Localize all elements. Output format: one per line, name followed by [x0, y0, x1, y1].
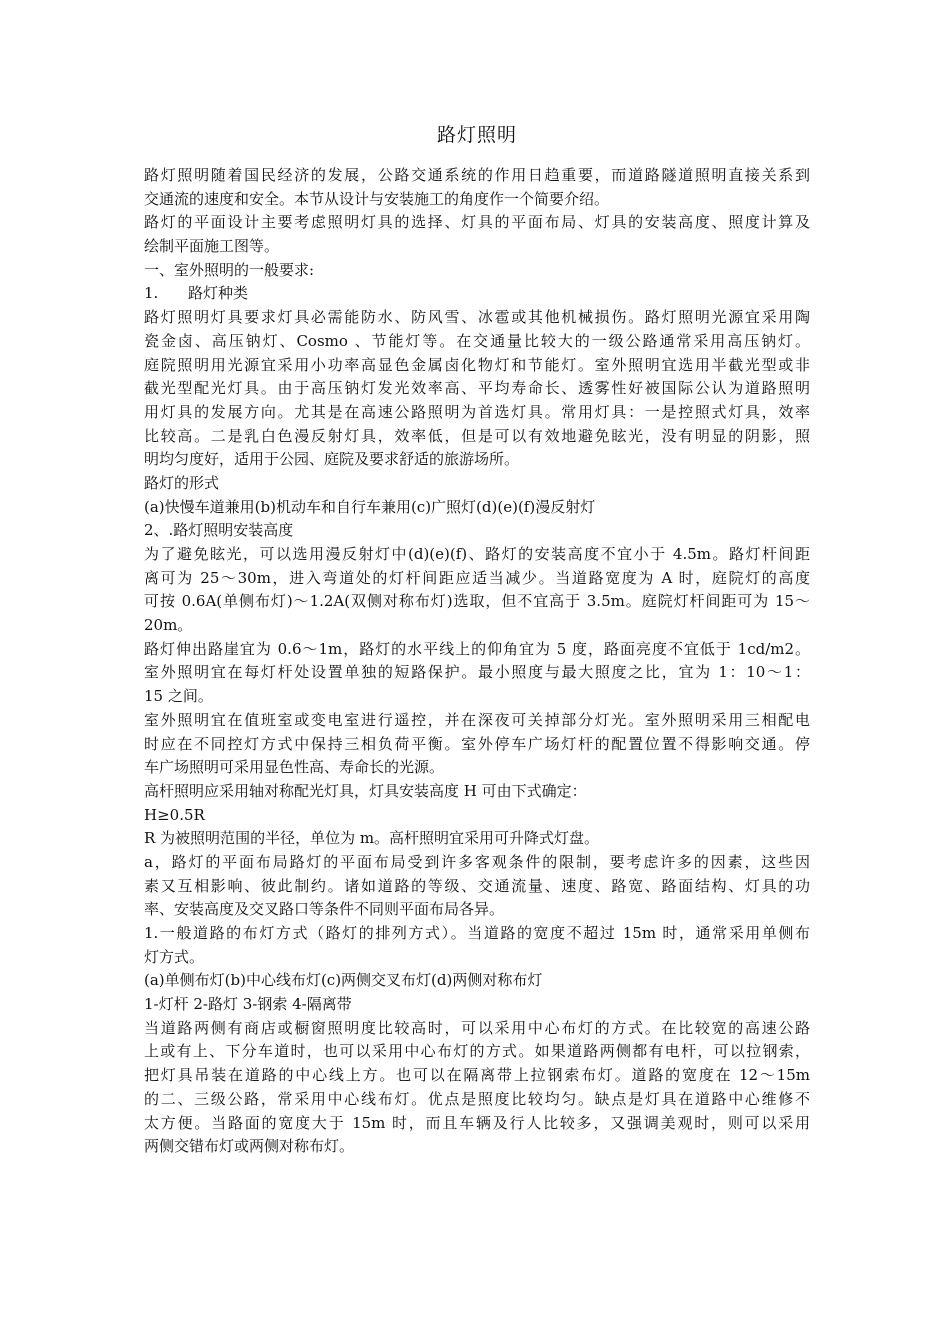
paragraph [144, 472, 810, 496]
text-line: 灯方式。 [144, 947, 205, 966]
text-line: 一、室外照明的一般要求: [144, 260, 315, 279]
paragraph [144, 496, 810, 520]
text-line: 明均匀度好，适用于公园、庭院及要求舒适的旅游场所。 [144, 450, 520, 469]
paragraph [144, 543, 810, 638]
paragraph [144, 1017, 810, 1159]
text-line: 庭院照明用光源宜采用小功率高显色金属卤化物灯和节能灯。室外照明宜选用半截光型或非 [144, 355, 810, 374]
text-line: 时应在不同控灯方式中保持三相负荷平衡。室外停车广场灯杆的配置位置不得影响交通。停 [144, 734, 810, 753]
paragraph [144, 827, 810, 851]
text-line: 1.一般道路的布灯方式（路灯的排列方式）。当道路的宽度不超过 15m 时，通常采用单侧布 [144, 924, 810, 942]
paragraph [144, 306, 810, 472]
paragraph [144, 993, 810, 1017]
text-line: 用灯具的发展方向。尤其是在高速公路照明为首选灯具。常用灯具：一是控照式灯具，效率 [144, 402, 810, 421]
text-line: 路灯伸出路崖宜为 0.6～1m，路灯的水平线上的仰角宜为 5 度，路面亮度不宜低于 1cd/m2。 [144, 639, 810, 658]
paragraph [144, 164, 810, 211]
text-line: 当道路两侧有商店或橱窗照明度比较高时，可以采用中心布灯的方式。在比较宽的高速公路 [144, 1018, 810, 1037]
paragraph [144, 519, 810, 543]
text-line: 上或有上、下分车道时，也可以采用中心布灯的方式。如果道路两侧都有电杆，可以拉钢索， [144, 1042, 810, 1061]
text-line: R 为被照明范围的半径，单位为 m。高杆照明宜采用可升降式灯盘。 [144, 829, 600, 848]
heading-number: 1. [144, 284, 159, 303]
paragraph [144, 638, 810, 709]
text-line: 可按 0.6A(单侧布灯)～1.2A(双侧对称布灯)选取，但不宜高于 3.5m。庭院灯杆间距可为 15～ [144, 592, 810, 611]
text-line: 太方便。当路面的宽度大于 15m 时，而且车辆及行人比较多，又强调美观时，则可以采用 [144, 1113, 810, 1132]
text-line: 高杆照明应采用轴对称配光灯具，灯具安装高度 H 可由下式确定： [144, 781, 587, 800]
text-line: 路灯照明随着国民经济的发展，公路交通系统的作用日趋重要，而道路隧道照明直接关系到 [144, 166, 810, 184]
paragraph [144, 851, 810, 922]
document-page [144, 120, 810, 1159]
text-line: 绘制平面施工图等。 [144, 237, 280, 256]
text-line: 1-灯杆 2-路灯 3-钢索 4-隔离带 [144, 995, 352, 1014]
paragraph [144, 259, 810, 283]
text-line: 为了避免眩光，可以选用漫反射灯中(d)(e)(f)、路灯的安装高度不宜小于 4.5m。路灯杆间距 [144, 545, 810, 563]
text-line: 室外照明宜在值班室或变电室进行遥控，并在深夜可关掉部分灯光。室外照明采用三相配电 [144, 710, 810, 729]
text-line: 率、安装高度及交叉路口等条件不同则平面布局各异。 [144, 900, 505, 919]
text-line: a，路灯的平面布局路灯的平面布局受到许多客观条件的限制，要考虑许多的因素，这些因 [144, 852, 810, 871]
paragraph [144, 804, 810, 828]
text-line: H≥0.5R [144, 805, 205, 824]
text-line: (a)单侧布灯(b)中心线布灯(c)两侧交叉布灯(d)两侧对称布灯 [144, 971, 543, 990]
intro-section [144, 164, 810, 282]
paragraph [144, 969, 810, 993]
text-line: 2、.路灯照明安装高度 [144, 521, 294, 540]
document-title: 路灯照明 [436, 124, 517, 146]
text-line: 15 之间。 [144, 687, 213, 706]
heading-text: 路灯种类 [188, 284, 249, 303]
text-line: 20m。 [144, 616, 193, 635]
text-line: 路灯照明灯具要求灯具必需能防水、防风雪、冰雹或其他机械损伤。路灯照明光源宜采用陶 [144, 308, 810, 327]
text-line: 离可为 25～30m，进入弯道处的灯杆间距应适当减少。当道路宽度为 A 时，庭院灯的高度 [144, 568, 810, 587]
body-section [144, 306, 810, 1159]
text-line: 交通流的速度和安全。本节从设计与安装施工的角度作一个简要介绍。 [144, 189, 610, 208]
text-line: 瓷金卤、高压钠灯、Cosmo 、节能灯等。在交通量比较大的一级公路通常采用高压钠灯。 [144, 331, 810, 350]
text-line: 两侧交错布灯或两侧对称布灯。 [144, 1137, 355, 1156]
text-line: 的二、三级公路，常采用中心线布灯。优点是照度比较均匀。缺点是灯具在道路中心维修不 [144, 1089, 810, 1108]
text-line: 比较高。二是乳白色漫反射灯具，效率低，但是可以有效地避免眩光，没有明显的阴影，照 [144, 426, 810, 445]
paragraph [144, 211, 810, 258]
paragraph [144, 780, 810, 804]
text-line: 车广场照明可采用显色性高、寿命长的光源。 [144, 758, 445, 777]
text-line: (a)快慢车道兼用(b)机动车和自行车兼用(c)广照灯(d)(e)(f)漫反射灯 [144, 497, 596, 516]
paragraph [144, 922, 810, 969]
text-line: 路灯的平面设计主要考虑照明灯具的选择、灯具的平面布局、灯具的安装高度、照度计算及 [144, 213, 810, 232]
numbered-heading [144, 282, 810, 306]
text-line: 室外照明宜在每灯杆处设置单独的短路保护。最小照度与最大照度之比，宜为 1：10～1： [144, 663, 810, 682]
text-line: 路灯的形式 [144, 473, 220, 492]
text-line: 素又互相影响、彼此制约。诸如道路的等级、交通流量、速度、路宽、路面结构、灯具的功 [144, 876, 810, 895]
paragraph [144, 709, 810, 780]
text-line: 把灯具吊装在道路的中心线上方。也可以在隔离带上拉钢索布灯。道路的宽度在 12～15m [144, 1066, 810, 1085]
text-line: 截光型配光灯具。由于高压钠灯发光效率高、平均寿命长、透雾性好被国际公认为道路照明 [144, 379, 810, 398]
